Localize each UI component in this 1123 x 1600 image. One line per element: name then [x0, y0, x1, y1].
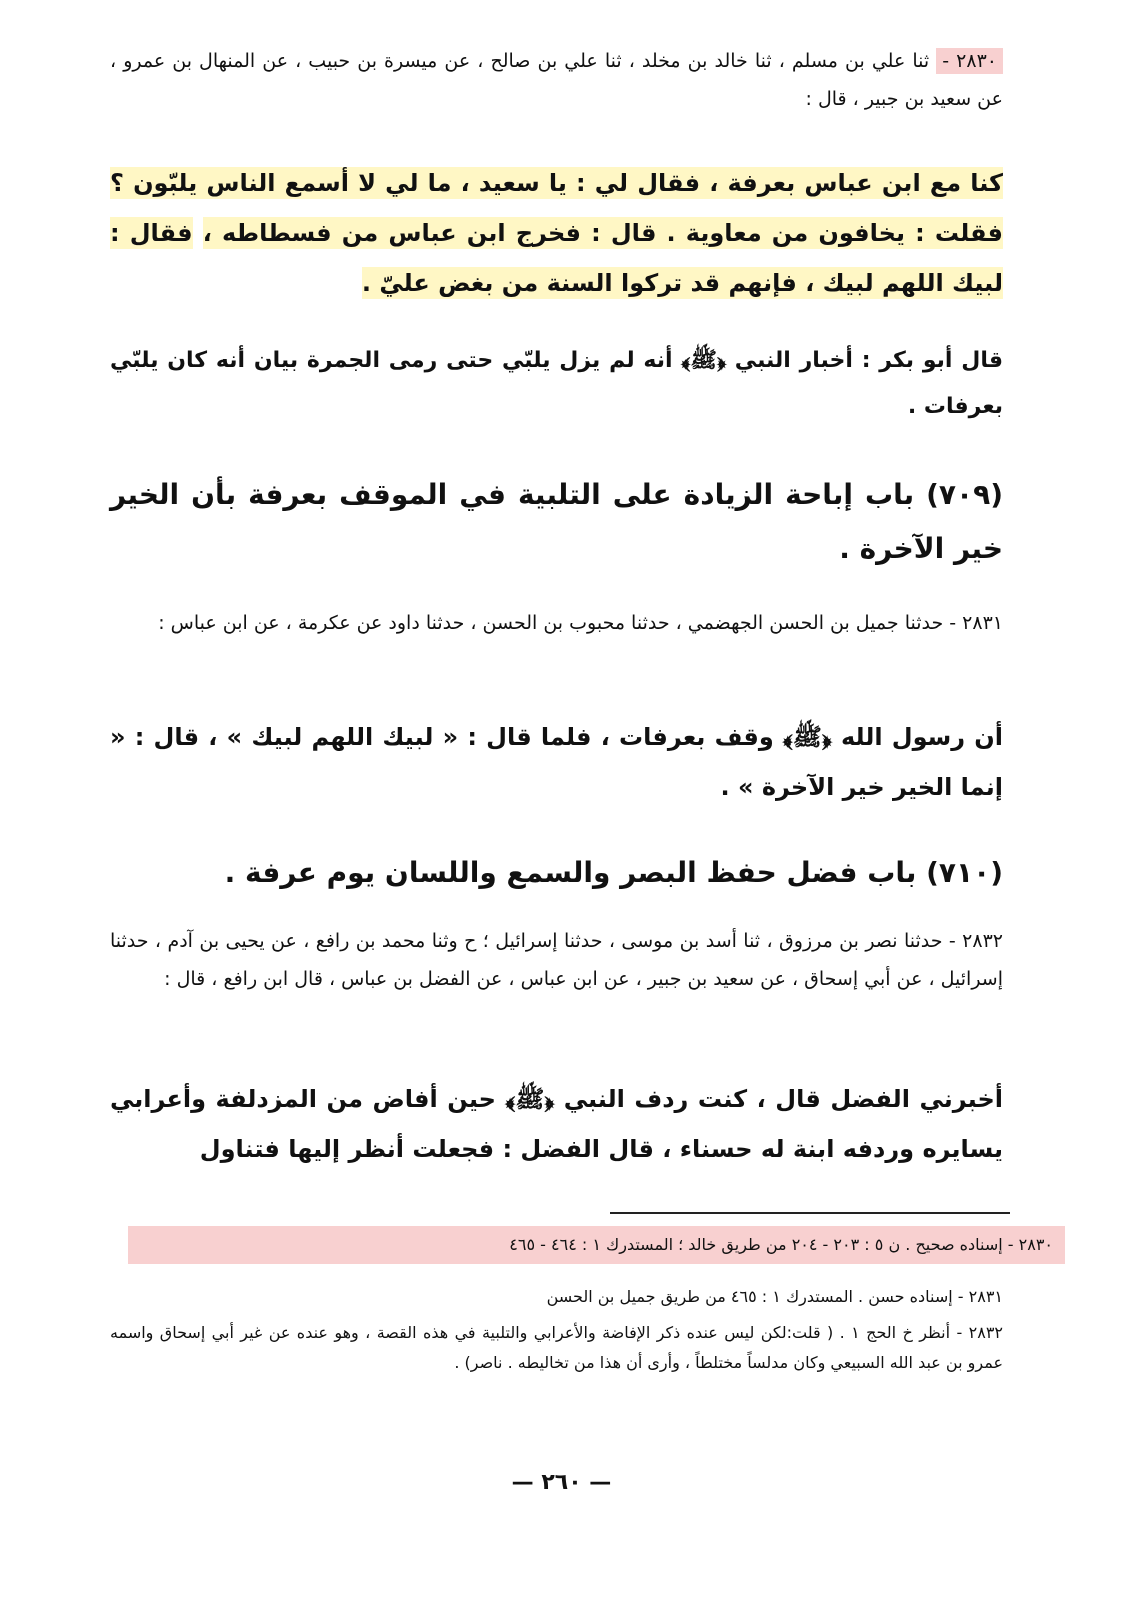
- footnote-2832: ٢٨٣٢ - أنظر خ الحج ١ . ( قلت:لكن ليس عنده ذكر الإفاضة والأعرابي والتلبية في هذه القصة ، وهو عنده عن غير أبي إسحاق واسمه عمرو بن عبد الله السبيعي وكان مدلساً مختلطاً ، وأرى أن هذا من تخاليطه . ناصر) .: [110, 1323, 1004, 1372]
- highlighted-text: كنا مع ابن عباس بعرفة ، فقال لي : يا سعيد ، ما لي لا أسمع الناس يلبّون ؟ فقلت : يخافون من معاوية . قال : فخرج ابن عباس من فسطاطه ،: [110, 169, 1004, 247]
- hadith-2830-isnad: [110, 42, 1003, 118]
- footnote-separator: [610, 1212, 1010, 1214]
- chapter-heading-709: (٧٠٩) باب إباحة الزيادة على التلبية في الموقف بعرفة بأن الخير خير الآخرة .: [110, 478, 1003, 565]
- hadith-2831-isnad: [110, 604, 1003, 642]
- hadith-number: ٢٨٣٠ -: [936, 48, 1003, 74]
- isnad-text: ثنا علي بن مسلم ، ثنا خالد بن مخلد ، ثنا علي بن صالح ، عن ميسرة بن حبيب ، عن المنهال بن عمرو ، عن سعيد بن جبير ، قال :: [110, 50, 1003, 110]
- hadith-2832-isnad: [110, 922, 1003, 998]
- hadith-2830-matn: [110, 158, 1003, 308]
- isnad-text: حدثنا نصر بن مرزوق ، ثنا أسد بن موسى ، حدثنا إسرائيل ؛ ح وثنا محمد بن رافع ، عن يحيى بن آدم ، حدثنا إسرائيل ، عن أبي إسحاق ، عن سعيد بن جبير ، عن ابن عباس ، عن الفضل بن عباس ، قال ابن رافع ، قال :: [110, 930, 1003, 990]
- footnote-2831: ٢٨٣١ - إسناده حسن . المستدرك ١ : ٤٦٥ من طريق جميل بن الحسن: [546, 1287, 1003, 1306]
- isnad-text: حدثنا جميل بن الحسن الجهضمي ، حدثنا محبوب بن الحسن ، حدثنا داود عن عكرمة ، عن ابن عباس :: [158, 612, 944, 634]
- hadith-2831-matn: أن رسول الله ﴿ﷺ﴾ وقف بعرفات ، فلما قال : « لبيك اللهم لبيك » ، قال : « إنما الخير خير الآخرة » .: [110, 723, 1003, 801]
- page-number: — ٢٦٠ —: [511, 1470, 612, 1495]
- highlighted-text: فقال : لبيك اللهم لبيك ، فإنهم قد تركوا السنة من بغض عليّ .: [110, 219, 1003, 297]
- hadith-number: ٢٨٣١ -: [949, 612, 1003, 634]
- footnote-2830: ٢٨٣٠ - إسناده صحيح . ن ٥ : ٢٠٣ - ٢٠٤ من طريق خالد ؛ المستدرك ١ : ٤٦٤ - ٤٦٥: [128, 1226, 1065, 1264]
- hadith-2832-matn: أخبرني الفضل قال ، كنت ردف النبي ﴿ﷺ﴾ حين أفاض من المزدلفة وأعرابي يسايره وردفه ابنة له حسناء ، قال الفضل : فجعلت أنظر إليها فتناول: [110, 1085, 1003, 1163]
- hadith-number: ٢٨٣٢ -: [948, 930, 1003, 952]
- chapter-heading-710: (٧١٠) باب فضل حفظ البصر والسمع واللسان يوم عرفة .: [224, 856, 1003, 889]
- abu-bakr-comment: قال أبو بكر : أخبار النبي ﴿ﷺ﴾ أنه لم يزل يلبّي حتى رمى الجمرة بيان أنه كان يلبّي بعرفات .: [110, 348, 1003, 419]
